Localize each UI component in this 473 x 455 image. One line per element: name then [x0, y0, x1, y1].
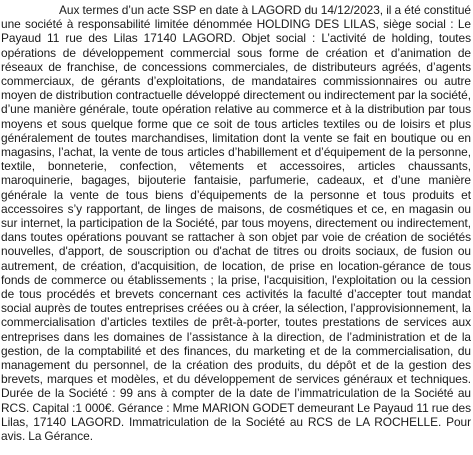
legal-notice-text: Aux termes d’un acte SSP en date à LAGORD du 14/12/2023, il a été constitué une société à responsabilité limitée dénommée HOLDING DES LILAS, siège social : Le Payaud 11 rue des Lilas 17140 LAGORD. Objet social : L’activité de holding, toutes opérations de développement commercial sous forme de création et d’animation de réseaux de franchise, de concessions commerciales, de distributeurs agréés, d’agents commerciaux, de gérants d’exploitations, de mandataires commissionnaires ou autre moyen de distribution contractuelle développé directement ou indirectement par la société, d’une manière générale, toute opération relative au commerce et à la distribution par tous moyens et sous quelque forme que ce soit de tous articles textiles ou de loisirs et plus généralement de toutes marchandises, limitation dont la vente se fait en boutique ou en magasins, l’achat, la vente de tous articles d’habillement et d’équipement de la personne, textile, bonneterie, confection, vêtements et accessoires, articles chaussants, maroquinerie, bagages, bijouterie fantaisie, parfumerie, cadeaux, et d’une manière générale la vente de tous biens d’équipements de la personne et tous produits et accessoires s’y rapportant, de linges de maisons, de cosmétiques et ce, en magasin ou sur internet, la participation de la Société, par tous moyens, directement ou indirectement, dans toutes opérations pouvant se rattacher à son objet par voie de création de sociétés nouvelles, d'apport, de souscription ou d'achat de titres ou droits sociaux, de fusion ou autrement, de création, d'acquisition, de location, de prise en location-gérance de tous fonds de commerce ou établissements ; la prise, l'acquisition, l'exploitation ou la cession de tous procédés et brevets concernant ces activités la faculté d’accepter tout mandat social auprès de toutes entreprises créées ou à créer, la sélection, l’approvisionnement, la commercialisation d’articles textiles de prêt-à-porter, toutes prestations de services aux entreprises dans les domaines de l’assistance à la direction, de l’administration et de la gestion, de la comptabilité et des finances, du marketing et de la commercialisation, du management du personnel, de la création des produits, du dépôt et de la gestion des brevets, marques et modèles, et du développement de services généraux et techniques. Durée de la Société : 99 ans à compter de la date de l’immatriculation de la Société au RCS. Capital :1 000€. Gérance : Mme MARION GODET demeurant Le Payaud 11 rue des Lilas, 17140 LAGORD. Immatriculation de la Société au RCS de LA ROCHELLE. Pour avis. La Gérance.: [1, 3, 471, 444]
